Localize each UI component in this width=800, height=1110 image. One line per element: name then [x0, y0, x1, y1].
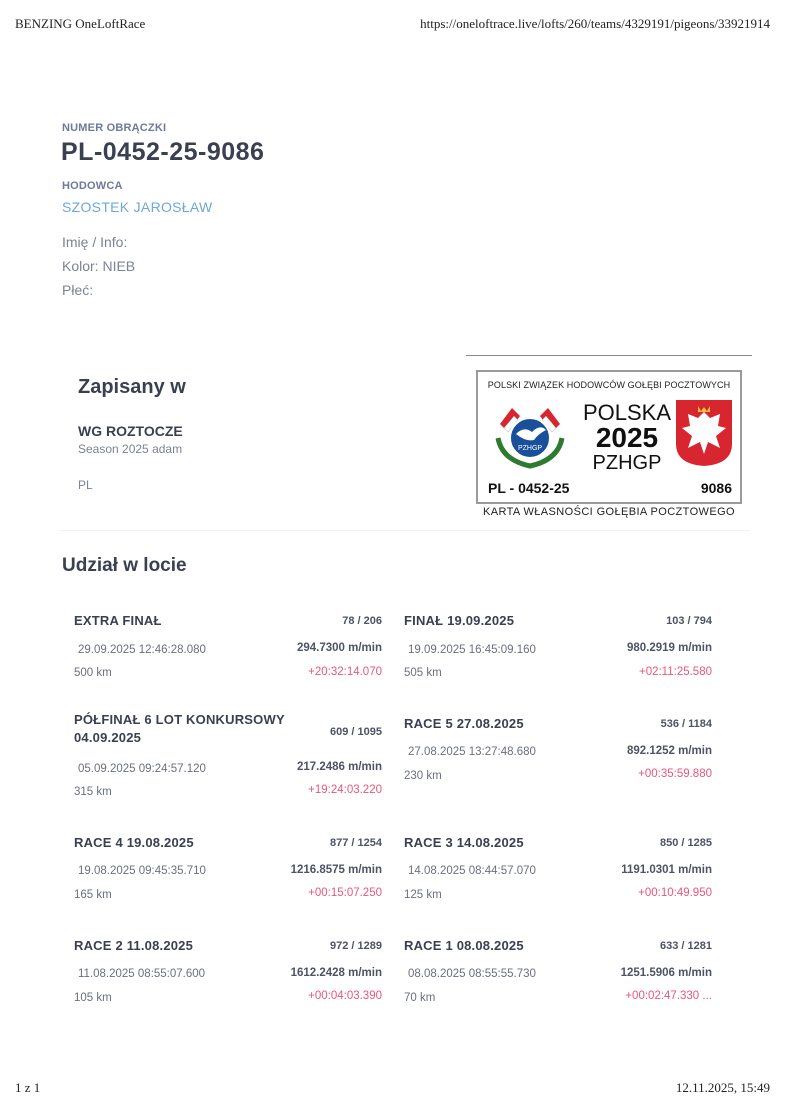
race-position: 972 / 1289 — [330, 940, 382, 952]
section-divider — [60, 530, 750, 531]
race-name: FINAŁ 19.09.2025 — [404, 613, 515, 628]
race-speed: 892.1252 m/min — [626, 745, 712, 757]
print-header-url: https://oneloftrace.live/lofts/260/teams/4329191/pigeons/33921914 — [420, 16, 770, 31]
race-card[interactable] — [404, 612, 714, 712]
race-arrival-time: 05.09.2025 09:24:57.120 — [78, 763, 206, 775]
race-card[interactable] — [74, 612, 384, 712]
card-organization: POLSKI ZWIĄZEK HODOWCÓW GOŁĘBI POCZTOWYCH — [487, 380, 731, 390]
race-delay: +19:24:03.220 — [308, 784, 382, 796]
race-position: 877 / 1254 — [330, 837, 382, 849]
race-delay: +02:11:25.580 — [638, 666, 712, 678]
race-delay: +20:32:14.070 — [308, 666, 382, 678]
race-position: 633 / 1281 — [660, 940, 712, 952]
race-name: EXTRA FINAŁ — [74, 613, 162, 628]
breeder-name-link[interactable]: SZOSTEK JAROSŁAW — [62, 199, 213, 215]
race-card[interactable] — [404, 715, 714, 815]
race-card[interactable] — [404, 937, 714, 1037]
ownership-card-frame — [476, 370, 742, 504]
registered-in-title: Zapisany w — [78, 376, 186, 398]
card-footer-text: KARTA WŁASNOŚCI GOŁĘBIA POCZTOWEGO — [483, 506, 735, 518]
polish-eagle-icon — [674, 398, 734, 468]
race-speed: 980.2919 m/min — [626, 642, 712, 654]
race-card[interactable] — [74, 834, 384, 934]
race-distance: 315 km — [74, 786, 112, 798]
race-card[interactable] — [74, 711, 384, 811]
race-distance: 105 km — [74, 992, 112, 1004]
race-distance: 70 km — [404, 992, 436, 1004]
race-name: PÓŁFINAŁ 6 LOT KONKURSOWY 04.09.2025 — [74, 712, 285, 745]
race-position: 609 / 1095 — [330, 726, 382, 738]
race-speed: 217.2486 m/min — [296, 761, 382, 773]
race-arrival-time: 08.08.2025 08:55:55.730 — [408, 968, 536, 980]
race-distance: 165 km — [74, 889, 112, 901]
race-arrival-time: 11.08.2025 08:55:07.600 — [78, 968, 206, 980]
race-speed: 1216.8575 m/min — [290, 864, 382, 876]
race-name: RACE 5 27.08.2025 — [404, 716, 524, 731]
race-card[interactable] — [74, 937, 384, 1037]
race-delay: +00:04:03.390 — [308, 990, 382, 1002]
pigeon-name-info: Imię / Info: — [62, 234, 128, 250]
race-position: 78 / 206 — [342, 615, 382, 627]
ownership-card — [466, 355, 752, 528]
pigeon-sex: Płeć: — [62, 282, 94, 298]
race-position: 850 / 1285 — [660, 837, 712, 849]
print-header-title: BENZING OneLoftRace — [15, 16, 146, 31]
pigeon-color: Kolor: NIEB — [62, 258, 136, 274]
race-card[interactable] — [404, 834, 714, 934]
race-name: RACE 1 08.08.2025 — [404, 938, 524, 953]
race-arrival-time: 29.09.2025 12:46:28.080 — [78, 644, 206, 656]
race-arrival-time: 19.09.2025 16:45:09.160 — [408, 644, 536, 656]
race-name: RACE 3 14.08.2025 — [404, 835, 524, 850]
race-distance: 505 km — [404, 667, 442, 679]
card-ring-number: PL - 0452-25 — [488, 480, 570, 496]
race-delay: +00:15:07.250 — [308, 887, 382, 899]
ring-number: PL-0452-25-9086 — [61, 138, 265, 166]
race-speed: 1612.2428 m/min — [290, 967, 382, 979]
races-title: Udział w locie — [62, 555, 187, 576]
race-name: RACE 4 19.08.2025 — [74, 835, 194, 850]
race-arrival-time: 14.08.2025 08:44:57.070 — [408, 865, 536, 877]
race-speed: 294.7300 m/min — [296, 642, 382, 654]
race-distance: 125 km — [404, 889, 442, 901]
race-position: 103 / 794 — [666, 615, 712, 627]
pzhgp-logo-icon — [490, 394, 570, 470]
race-speed: 1251.5906 m/min — [620, 967, 712, 979]
race-speed: 1191.0301 m/min — [621, 864, 712, 876]
ring-number-label: NUMER OBRĄCZKI — [62, 122, 167, 134]
card-country: POLSKA — [582, 400, 672, 425]
card-pigeon-number: 9086 — [700, 480, 732, 496]
print-footer-page: 1 z 1 — [15, 1080, 41, 1095]
breeder-label: HODOWCA — [62, 180, 123, 192]
country-code: PL — [78, 478, 93, 492]
club-name[interactable]: WG ROZTOCZE — [78, 423, 183, 439]
race-distance: 230 km — [404, 770, 442, 782]
race-distance: 500 km — [74, 667, 112, 679]
race-delay: +00:10:49.950 — [638, 887, 712, 899]
season-name: Season 2025 adam — [78, 442, 183, 456]
race-arrival-time: 19.08.2025 09:45:35.710 — [78, 865, 206, 877]
print-footer-date: 12.11.2025, 15:49 — [675, 1080, 770, 1095]
race-name: RACE 2 11.08.2025 — [74, 938, 194, 953]
race-arrival-time: 27.08.2025 13:27:48.680 — [408, 746, 536, 758]
race-position: 536 / 1184 — [660, 718, 712, 730]
card-year: 2025 — [595, 422, 659, 453]
card-union: PZHGP — [592, 452, 662, 474]
race-delay: +00:35:59.880 — [638, 768, 712, 780]
card-logo-text: PZHGP — [517, 445, 543, 452]
race-delay: +00:02:47.330 ... — [625, 990, 712, 1002]
